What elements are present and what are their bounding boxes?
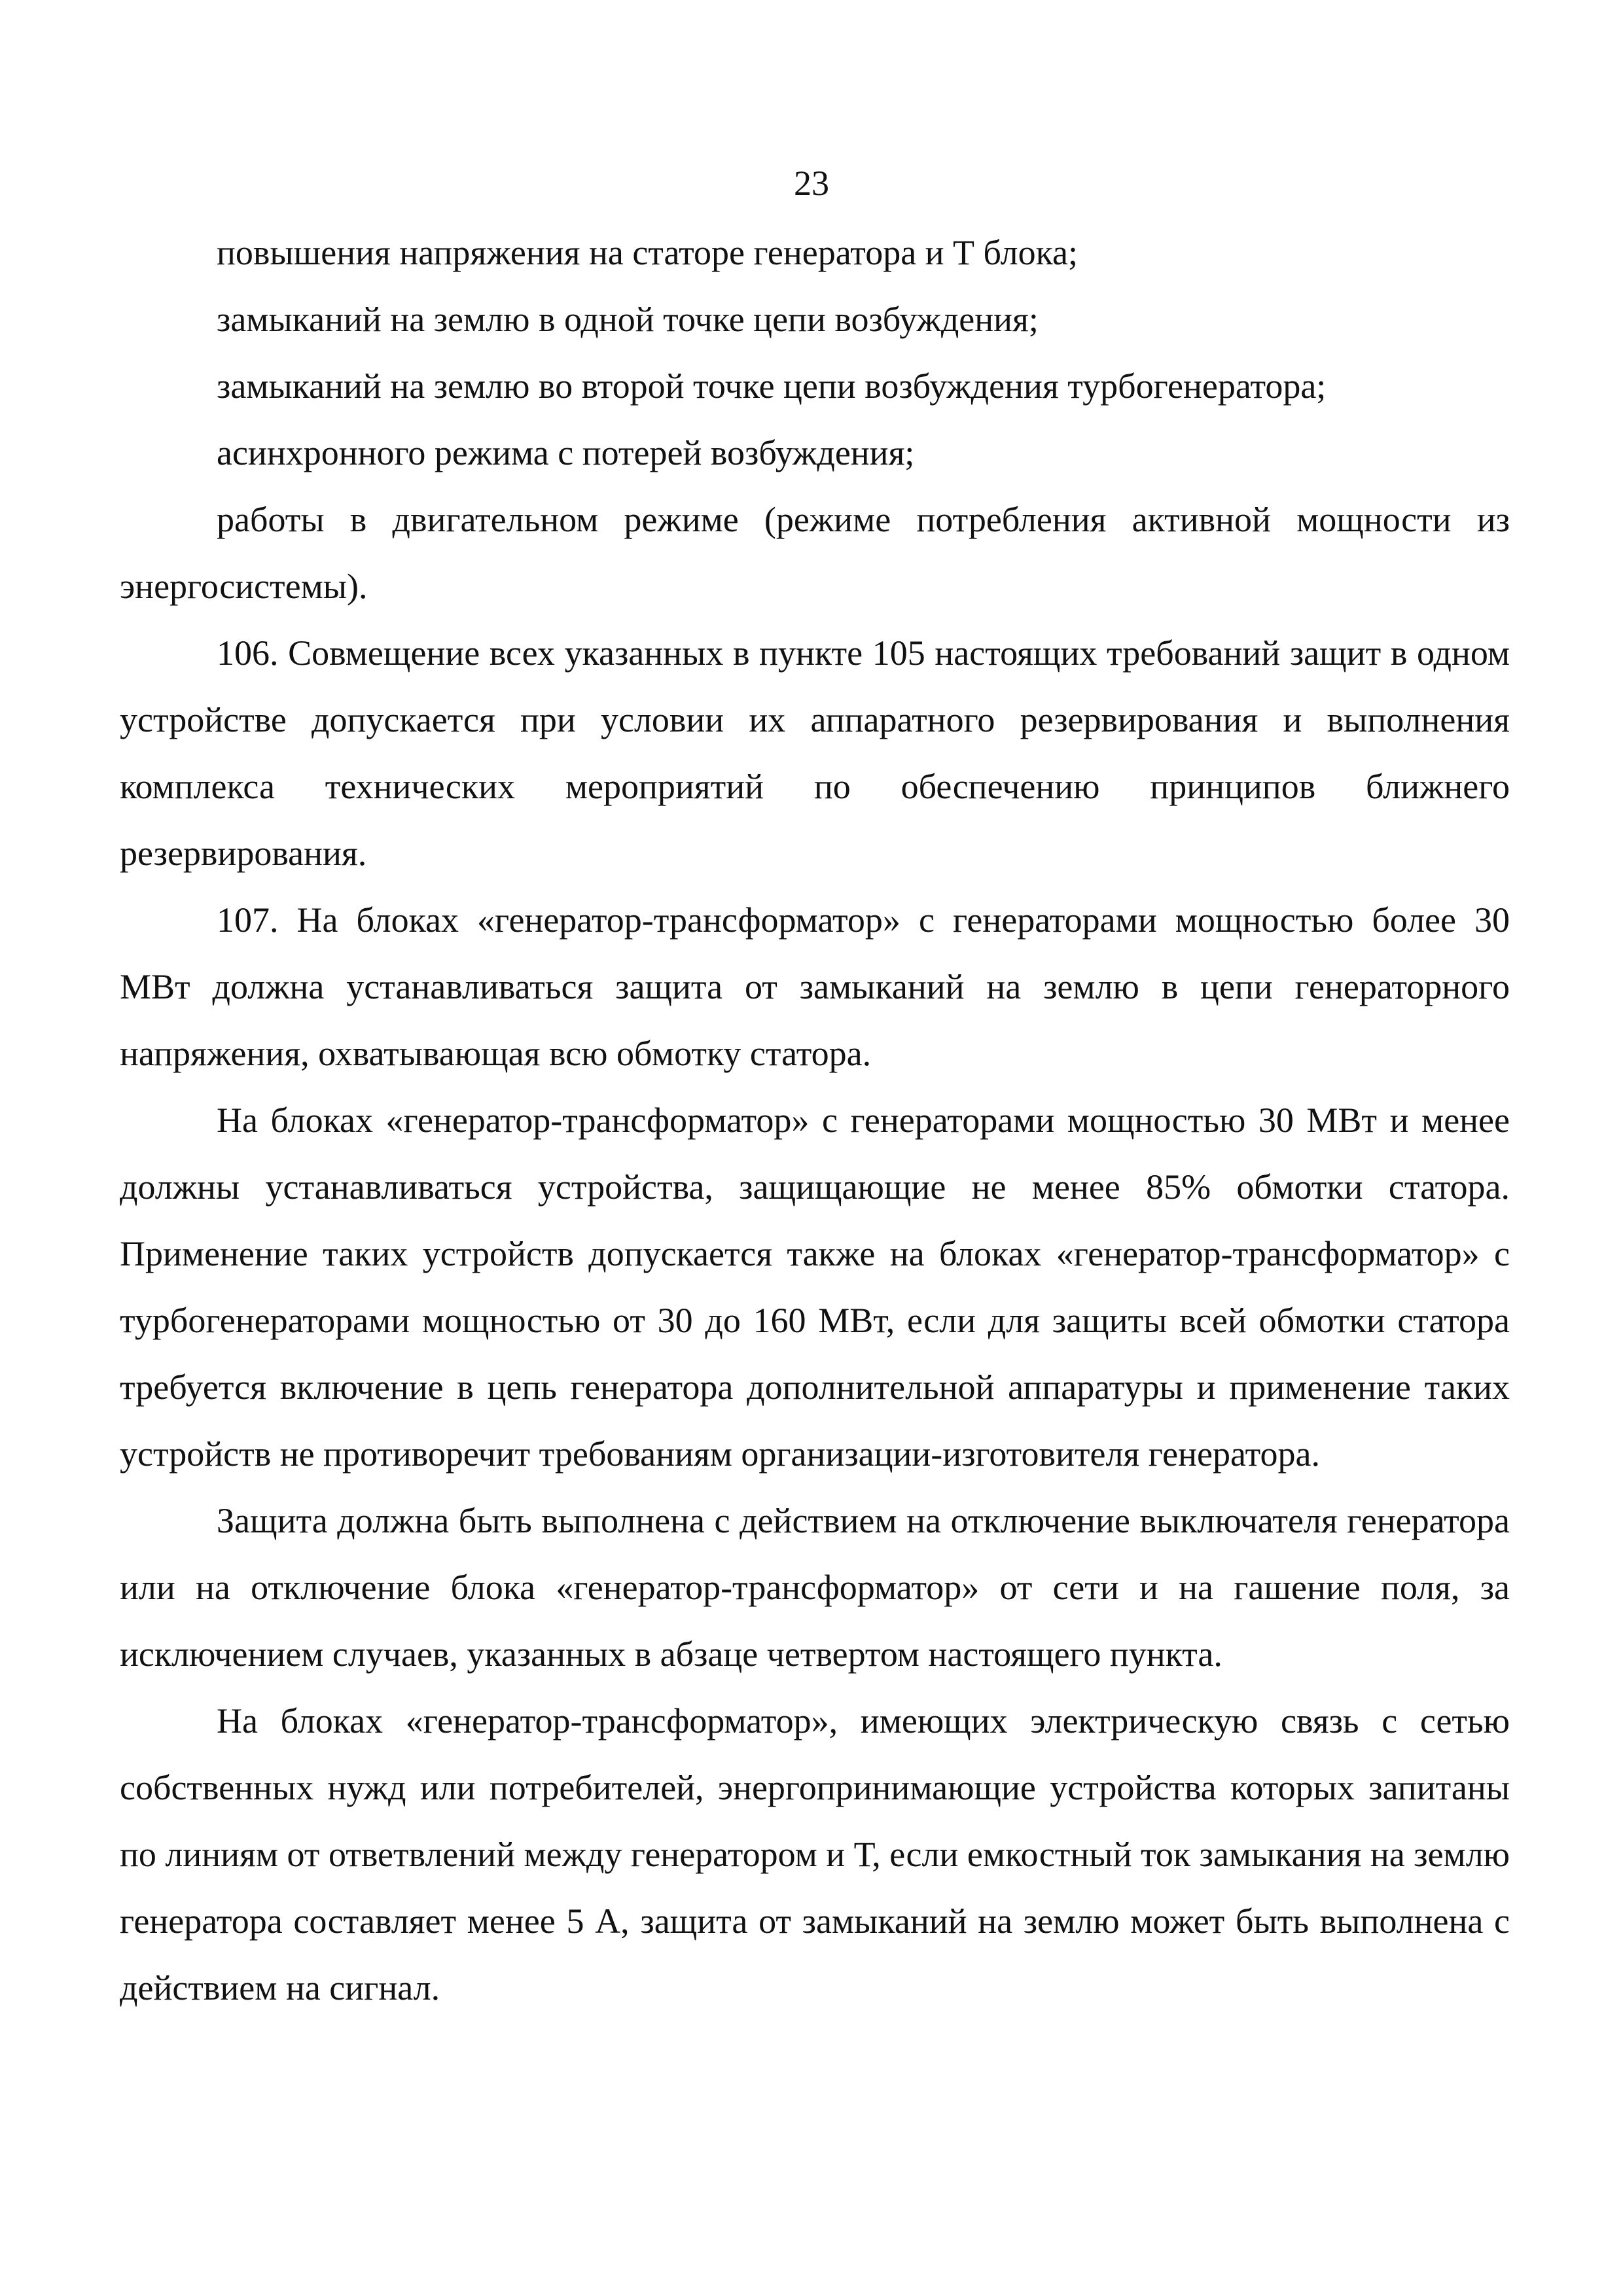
paragraph-107: 107. На блоках «генератор-трансформатор» с генераторами мощностью более 30 МВт должна устанавливаться защита от замыканий на землю в цепи генераторного напряжения, охватывающая всю обмотку статора. <box>120 900 1510 1073</box>
list-item: замыканий на землю в одной точке цепи возбуждения; <box>217 300 1039 339</box>
paragraph: На блоках «генератор-трансформатор» с генераторами мощностью 30 МВт и менее должны устанавливаться устройства, защищающие не менее 85% обмотки статора. Применение таких устройств допускается также на блоках «генератор-трансформатор» с турбогенераторами мощностью от 30 до 160 МВт, если для защиты всей обмотки статора требуется включение в цепь генератора дополнительной аппаратуры и применение таких устройств не противоречит требованиям организации-изготовителя генератора. <box>120 1101 1510 1474</box>
list-item: повышения напряжения на статоре генератора и Т блока; <box>217 233 1079 272</box>
list-item: замыканий на землю во второй точке цепи возбуждения турбогенератора; <box>217 366 1327 406</box>
paragraph: Защита должна быть выполнена с действием на отключение выключателя генератора или на отключение блока «генератор-трансформатор» от сети и на гашение поля, за исключением случаев, указанных в абзаце четвертом настоящего пункта. <box>120 1501 1510 1674</box>
document-body <box>120 219 1510 2021</box>
paragraph-106: 106. Совмещение всех указанных в пункте 105 настоящих требований защит в одном устройстве допускается при условии их аппаратного резервирования и выполнения комплекса технических мероприятий по обеспечению принципов ближнего резервирования. <box>120 633 1510 873</box>
page-number: 23 <box>794 164 829 203</box>
list-item: асинхронного режима с потерей возбуждения; <box>217 433 915 472</box>
list-item: работы в двигательном режиме (режиме потребления активной мощности из энергосистемы). <box>120 500 1510 606</box>
paragraph: На блоках «генератор-трансформатор», имеющих электрическую связь с сетью собственных нужд или потребителей, энергопринимающие устройства которых запитаны по линиям от ответвлений между генератором и Т, если емкостный ток замыкания на землю генератора составляет менее 5 А, защита от замыканий на землю может быть выполнена с действием на сигнал. <box>120 1701 1510 2007</box>
